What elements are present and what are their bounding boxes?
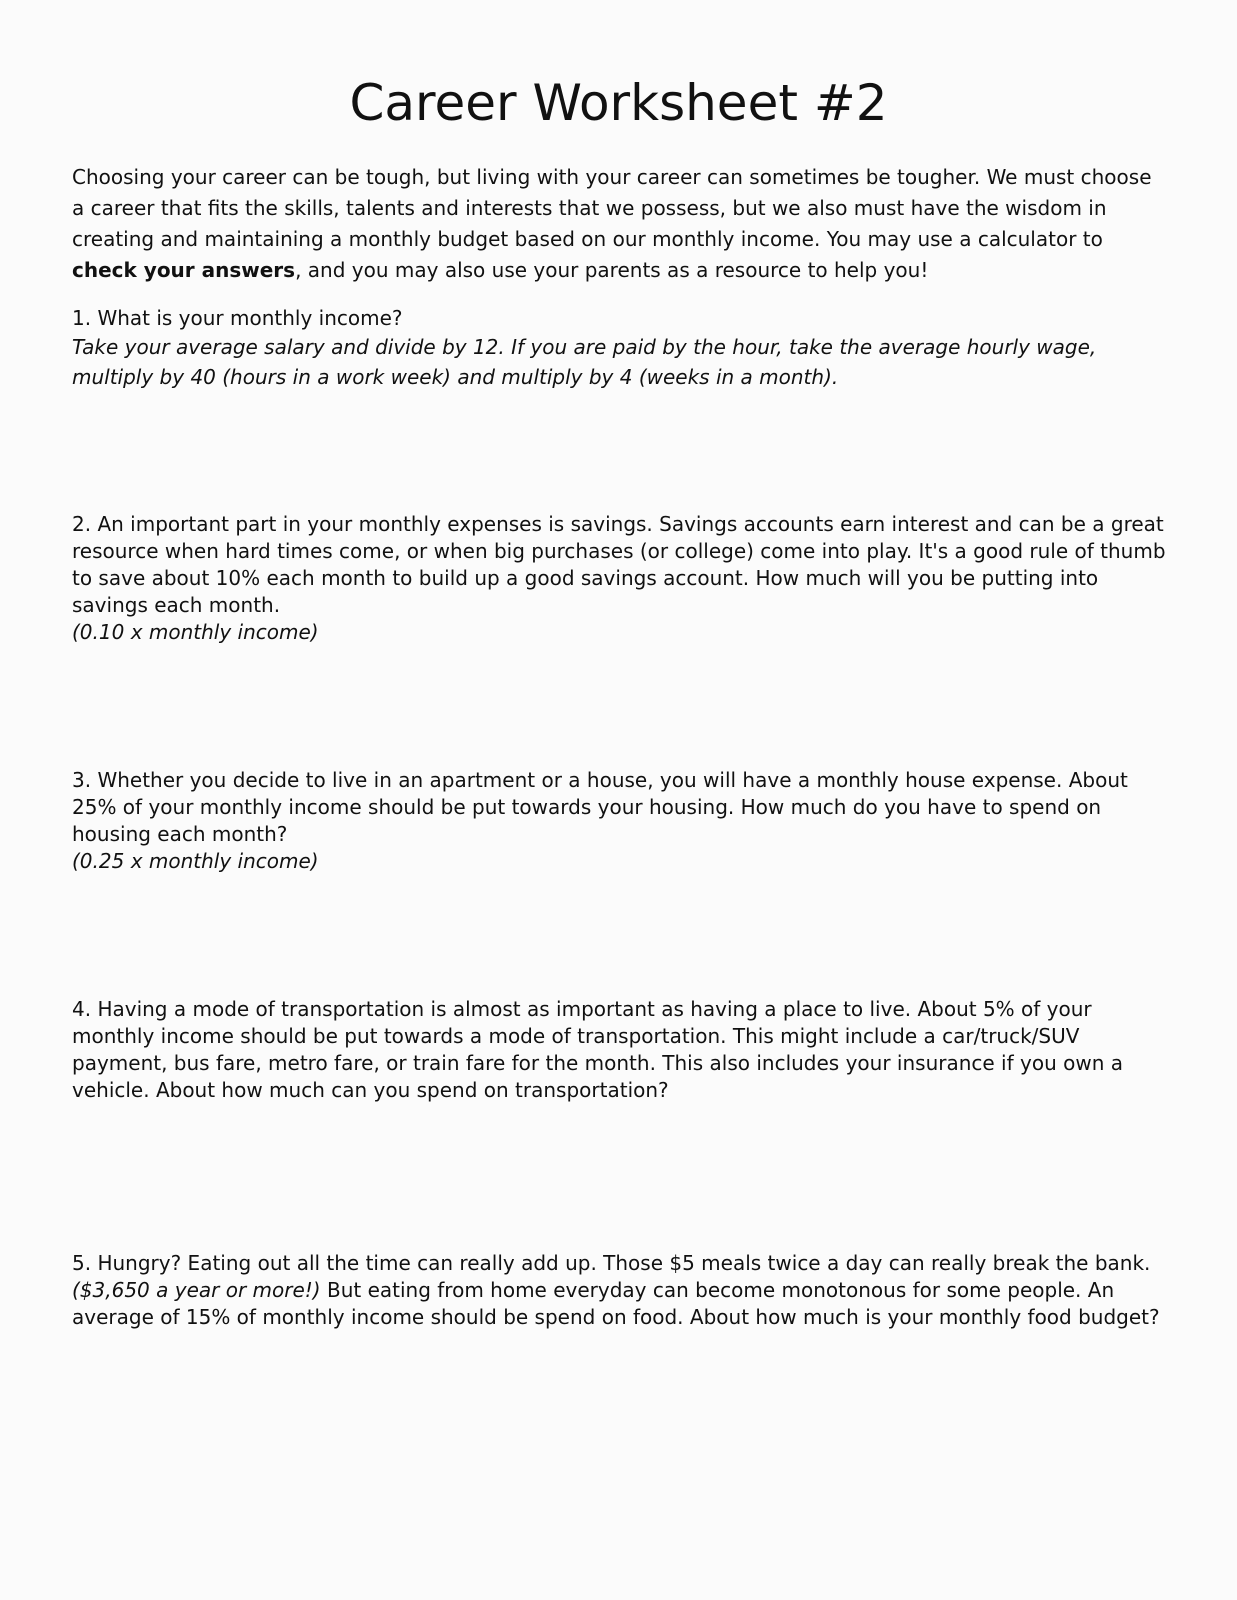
question-1 <box>72 305 1167 392</box>
question-5-text-end: But eating from home everyday can become monotonous for some people. An average of 15% of monthly income should be spend on food. About how much is your monthly food budget? <box>72 1278 1160 1329</box>
intro-bold-text: check your answers <box>72 258 296 282</box>
question-3-text: 3. Whether you decide to live in an apartment or a house, you will have a monthly house expense. About 25% of your monthly income should be put towards your housing. How much do you have to spend on housing each month? <box>72 768 1128 846</box>
question-4 <box>72 996 1167 1104</box>
question-3 <box>72 767 1167 875</box>
page-title: Career Worksheet #2 <box>349 74 888 132</box>
question-4-text: 4. Having a mode of transportation is almost as important as having a place to live. About 5% of your monthly income should be put towards a mode of transportation. This might include a car/truck/SUV payment, bus fare, metro fare, or train fare for the month. This also includes your insurance if you own a vehicle. About how much can you spend on transportation? <box>72 997 1123 1102</box>
question-1-hint: Take your average salary and divide by 12. If you are paid by the hour, take the average hourly wage, multiply by 40 (hours in a work week) and multiply by 4 (weeks in a month). <box>72 335 1097 389</box>
question-5 <box>72 1250 1167 1331</box>
question-5-text-start: 5. Hungry? Eating out all the time can really add up. Those $5 meals twice a day can really break the bank. <box>72 1251 1151 1275</box>
question-3-hint: (0.25 x monthly income) <box>72 849 319 873</box>
question-2 <box>72 511 1167 646</box>
question-2-text: 2. An important part in your monthly expenses is savings. Savings accounts earn interest and can be a great resource when hard times come, or when big purchases (or college) come into play. It's a good rule of thumb to save about 10% each month to build up a good savings account. How much will you be putting into savings each month. <box>72 512 1166 617</box>
question-2-hint: (0.10 x monthly income) <box>72 620 319 644</box>
question-5-text <box>72 1250 1167 1331</box>
question-1-text: 1. What is your monthly income? <box>72 306 403 330</box>
intro-text-end: , and you may also use your parents as a resource to help you! <box>295 258 929 282</box>
intro-paragraph <box>72 162 1162 286</box>
question-5-italic-note: ($3,650 a year or more!) <box>72 1278 321 1302</box>
intro-text: Choosing your career can be tough, but living with your career can sometimes be tougher. We must choose a career that fits the skills, talents and interests that we possess, but we also must have the wisdom in creating and maintaining a monthly budget based on our monthly income. You may use a calculator to <box>72 165 1152 251</box>
